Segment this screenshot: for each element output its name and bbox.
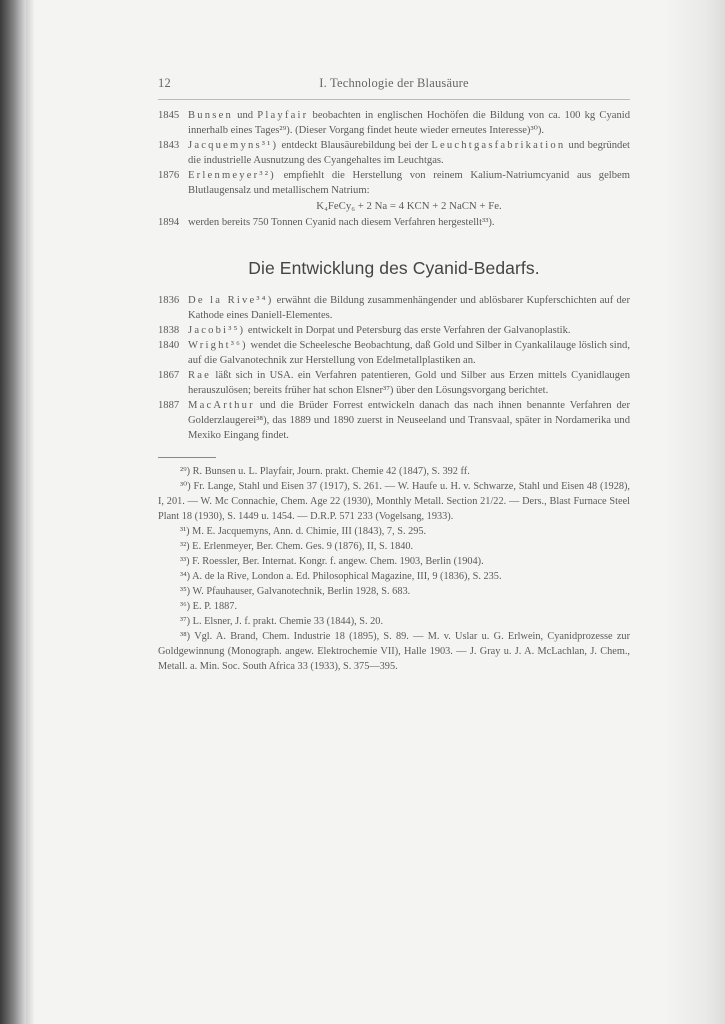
book-binding (0, 0, 26, 1024)
entry-connector: und (232, 110, 258, 121)
footnote: ³⁷) L. Elsner, J. f. prakt. Chemie 33 (1844), S. 20. (180, 616, 384, 627)
entry-text (188, 368, 630, 398)
footnote: ³⁸) Vgl. A. Brand, Chem. Industrie 18 (1895), S. 89. — M. v. Uslar u. G. Erlwein, Cyanidprozesse zur Goldgewinnung (Monograph. angew. Elektrochemie VII), Halle 1903. — J. Gray u. J. A. McLachlan, J. Chem., Metall. a. Min. Soc. South Africa 33 (1933), S. 375—395. (158, 631, 630, 672)
entry-body: und die Brüder Forrest entwickeln danach das nach ihnen benannte Verfahren der Golderzlaugerei³⁸), das 1889 und 1890 zuerst in Neuseeland und Transvaal, später in Nordamerika und Mexiko Eingang findet. (188, 400, 630, 441)
entry-body: läßt sich in USA. ein Verfahren patentieren, Gold und Silber aus Erzen mittels Cyanidlaugen herauszulösen; bereits früher hat schon Elsner³⁷) über den Lösungsvorgang berichtet. (188, 370, 630, 396)
page-content (158, 76, 630, 674)
entry-text (188, 138, 630, 168)
chronology-entry (158, 323, 630, 338)
entry-name: Jacquemyns³¹) (188, 140, 279, 151)
entry-body: wendet die Scheelesche Beobachtung, daß Gold und Silber in Cyankalilauge löslich sind, auf die Galvanotechnik zur Herstellung von Edelmetallplastiken an. (188, 340, 630, 366)
chronology-entry (158, 108, 630, 138)
chronology-entry (158, 293, 630, 323)
entry-year: 1838 (158, 325, 180, 336)
entry-body: beobachten in englischen Hochöfen die Bildung von ca. 100 kg Cyanid innerhalb eines Tages²⁹). (Dieser Vorgang findet heute wieder erneutes Interesse)³⁰). (188, 110, 630, 136)
footnote: ³³) F. Roessler, Ber. Internat. Kongr. f. angew. Chem. 1903, Berlin (1904). (180, 556, 484, 567)
entry-text (188, 323, 630, 338)
chemical-formula: K₄FeCy₆ + 2 Na = 4 KCN + 2 NaCN + Fe. (316, 200, 502, 212)
entry-year: 1887 (158, 400, 180, 411)
footnote: ³⁰) Fr. Lange, Stahl und Eisen 37 (1917), S. 261. — W. Haufe u. H. v. Schwarze, Stahl und Eisen 48 (1928), I, 201. — W. Mc Connachie, Chem. Age 22 (1930), Monthly Metall. Section 21/22. — Ders., Blast Furnace Steel Plant 18 (1930), S. 1449 u. 1454. — D.R.P. 571 233 (Vogelsang, 1933). (158, 481, 630, 522)
footnote: ³²) E. Erlenmeyer, Ber. Chem. Ges. 9 (1876), II, S. 1840. (180, 541, 414, 552)
chronology-entry (158, 215, 630, 230)
footnote: ³⁶) E. P. 1887. (180, 601, 238, 612)
entry-name: De la Rive³⁴) (188, 295, 274, 306)
entry-name: Jacobi³⁵) (188, 325, 246, 336)
chronology-entry (158, 168, 630, 198)
entry-name-2: Playfair (257, 110, 309, 121)
entry-year: 1876 (158, 170, 180, 181)
entry-name: MacArthur (188, 400, 255, 411)
entry-text (188, 338, 630, 368)
chronology-entry (158, 138, 630, 168)
footnote: ³¹) M. E. Jacquemyns, Ann. d. Chimie, III (1843), 7, S. 295. (180, 526, 427, 537)
footnote-rule (158, 457, 216, 458)
entry-text (188, 293, 630, 323)
entry-text (188, 398, 630, 443)
entry-text (188, 108, 630, 138)
entry-name: Rae (188, 370, 212, 381)
header-rule (158, 99, 630, 100)
page-edge-shadow (665, 0, 725, 1024)
entry-name: Erlenmeyer³²) (188, 170, 276, 181)
footnote: ³⁵) W. Pfauhauser, Galvanotechnik, Berlin 1928, S. 683. (180, 586, 411, 597)
entry-name: Bunsen (188, 110, 233, 121)
footnotes (158, 464, 630, 674)
entry-body: erwähnt die Bildung zusammenhängender und ablösbarer Kupferschichten auf der Kathode eines Daniell-Elementes. (188, 295, 630, 321)
chronology-bottom (158, 293, 630, 443)
footnote: ³⁴) A. de la Rive, London a. Ed. Philosophical Magazine, III, 9 (1836), S. 235. (180, 571, 502, 582)
entry-body: empfiehlt die Herstellung von reinem Kalium-Natriumcyanid aus gelbem Blutlaugensalz und metallischem Natrium: (188, 170, 630, 196)
chronology-entry (158, 368, 630, 398)
entry-year: 1843 (158, 140, 180, 151)
entry-body: werden bereits 750 Tonnen Cyanid nach diesem Verfahren hergestellt³³). (188, 217, 495, 228)
entry-year: 1840 (158, 340, 180, 351)
entry-body: und begründet die industrielle Ausnutzung des Cyangehaltes im Leuchtgas. (188, 140, 630, 166)
binding-edge (26, 0, 34, 1024)
entry-year: 1894 (158, 217, 180, 228)
footnote: ²⁹) R. Bunsen u. L. Playfair, Journ. prakt. Chemie 42 (1847), S. 392 ff. (180, 466, 470, 477)
page-header (158, 76, 630, 91)
entry-body: entwickelt in Dorpat und Petersburg das erste Verfahren der Galvanoplastik. (245, 325, 571, 336)
page-number: 12 (158, 76, 171, 90)
running-title: I. Technologie der Blausäure (319, 76, 469, 90)
chronology-entry (158, 398, 630, 443)
entry-name: Wright³⁶) (188, 340, 248, 351)
entry-year: 1845 (158, 110, 180, 121)
entry-year: 1836 (158, 295, 180, 306)
entry-connector: entdeckt Blausäurebildung bei der (278, 140, 432, 151)
chronology-top (158, 108, 630, 230)
chronology-entry (158, 338, 630, 368)
entry-name-2: Leuchtgasfabrikation (431, 140, 566, 151)
entry-text (188, 168, 630, 198)
section-title: Die Entwicklung des Cyanid-Bedarfs. (248, 258, 540, 278)
entry-year: 1867 (158, 370, 180, 381)
